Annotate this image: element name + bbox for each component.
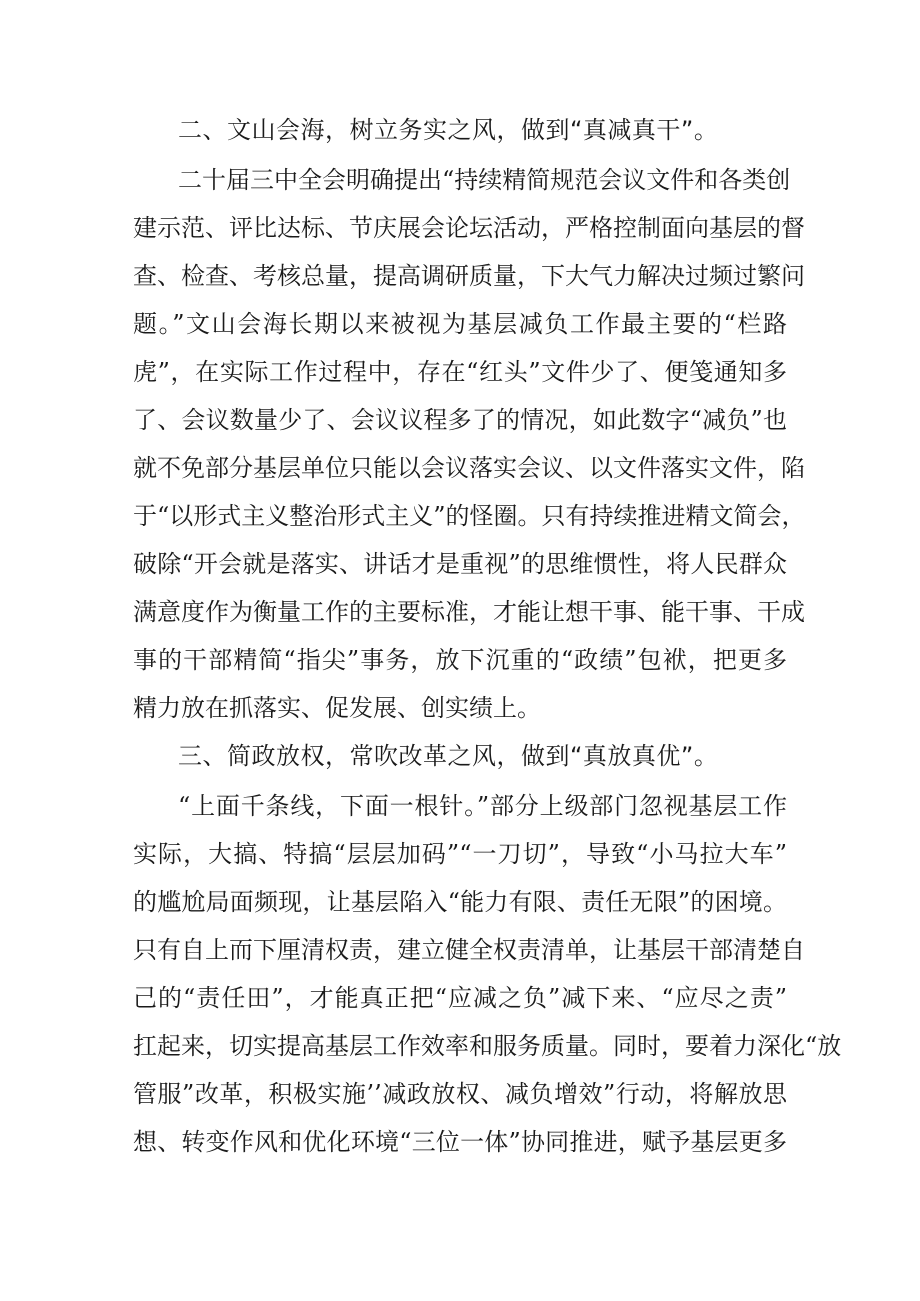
section-2-paragraph-line: 题。”文山会海长期以来被视为基层减负工作最主要的“栏路: [133, 310, 787, 338]
section-2-paragraph-line: 精力放在抓落实、促发展、创实绩上。: [133, 694, 541, 722]
section-3-paragraph-line: 的尴尬局面频现，让基层陷入“能力有限、责任无限”的困境。: [133, 888, 787, 916]
section-2-heading: 二、文山会海，树立务实之风，做到“真减真干”。: [178, 116, 719, 144]
section-2-paragraph-line: 破除“开会就是落实、讲话才是重视”的思维惯性，将人民群众: [133, 550, 787, 578]
section-3-paragraph-line: 管服”改革，积极实施’’减政放权、减负增效”行动，将解放思: [133, 1080, 787, 1108]
section-2-paragraph-line: 二十届三中全会明确提出“持续精简规范会议文件和各类创: [178, 166, 791, 194]
section-3-paragraph-line: 只有自上而下厘清权责，建立健全权责清单，让基层干部清楚自: [133, 936, 805, 964]
section-2-paragraph-line: 就不免部分基层单位只能以会议落实会议、以文件落实文件，陷: [133, 454, 805, 482]
section-2-paragraph-line: 事的干部精简“指尖”事务，放下沉重的“政绩”包袱，把更多: [133, 646, 787, 674]
section-2-paragraph-line: 满意度作为衡量工作的主要标准，才能让想干事、能干事、干成: [133, 598, 805, 626]
section-3-paragraph-line: “上面千条线，下面一根针。”部分上级部门忽视基层工作: [178, 792, 787, 820]
section-3-paragraph-line: 实际，大搞、特搞“层层加码”“一刀切”，导致“小马拉大车”: [133, 840, 787, 868]
section-2-paragraph-line: 查、检查、考核总量，提高调研质量，下大气力解决过频过繁问: [133, 262, 805, 290]
section-2-paragraph-line: 建示范、评比达标、节庆展会论坛活动，严格控制面向基层的督: [133, 214, 805, 242]
section-2-paragraph-line: 于“以形式主义整治形式主义”的怪圈。只有持续推进精文简会，: [133, 502, 806, 530]
section-3-paragraph-line: 扛起来，切实提高基层工作效率和服务质量。同时，要着力深化“放: [133, 1032, 842, 1060]
section-3-paragraph-line: 己的“责任田”，才能真正把“应减之负”减下来、“应尽之责”: [133, 984, 787, 1012]
section-3-heading: 三、简政放权，常吹改革之风，做到“真放真优”。: [178, 742, 719, 770]
section-2-paragraph-line: 了、会议数量少了、会议议程多了的情况，如此数字“减负”也: [133, 406, 787, 434]
section-2-paragraph-line: 虎”，在实际工作过程中，存在“红头”文件少了、便笺通知多: [133, 358, 787, 386]
section-3-paragraph-line: 想、转变作风和优化环境“三位一体”协同推进，赋予基层更多: [133, 1128, 787, 1156]
